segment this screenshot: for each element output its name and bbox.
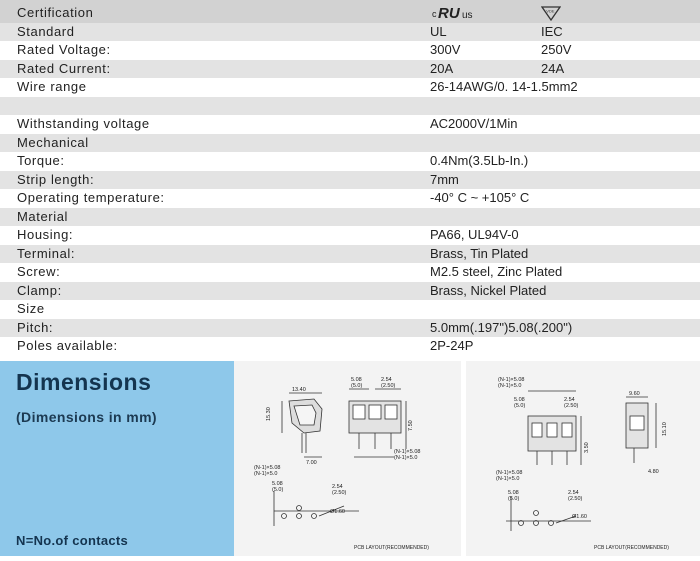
spec-value-primary: 2P-24P (430, 338, 474, 353)
dim-5-08-b: 5.08 (272, 481, 283, 487)
dim-5-08-a: 5.08 (351, 377, 362, 383)
spec-value-primary: AC2000V/1Min (430, 116, 518, 131)
dim-hole-diameter-right: Ø1.60 (572, 514, 587, 520)
dim-13-40: 13.40 (292, 387, 306, 393)
dim-n1-508-b: (N-1)×5.08 (254, 465, 281, 471)
dim-2-54-c: 2.54 (564, 397, 575, 403)
spec-value-primary: -40° C ~ +105° C (430, 190, 530, 205)
spec-label: Certification (17, 5, 94, 20)
spec-label: Mechanical (17, 134, 89, 150)
vde-logo (541, 5, 561, 21)
dim-5-0-b: (5.0) (272, 487, 284, 493)
spec-label: Size (17, 301, 45, 316)
spec-label: Pitch: (17, 319, 54, 335)
spec-label: Operating temperature: (17, 190, 165, 205)
spec-value-primary: UL (430, 23, 447, 39)
spec-row (0, 208, 700, 226)
spec-label: Rated Current: (17, 60, 111, 76)
spec-value-primary: 7mm (430, 171, 459, 187)
dim-2-50-a: (2.50) (381, 383, 396, 389)
spec-row (0, 245, 700, 263)
spec-row (0, 300, 700, 318)
svg-text:us: us (462, 10, 473, 21)
spec-row (0, 171, 700, 189)
spec-row (0, 134, 700, 152)
dim-15-10: 15.10 (662, 422, 668, 436)
spec-row (0, 41, 700, 59)
spec-row (0, 97, 700, 115)
dim-5-08-d: 5.08 (508, 490, 519, 496)
dim-n1-50-c: (N-1)×5.0 (498, 383, 522, 389)
spec-value-primary: 5.0mm(.197")5.08(.200") (430, 319, 573, 335)
dim-2-54-a: 2.54 (381, 377, 392, 383)
spec-row (0, 23, 700, 41)
drawing-right-svg (466, 361, 700, 556)
spec-label: Housing: (17, 227, 74, 242)
dim-2-54-b: 2.54 (332, 484, 343, 490)
dim-5-08-c: 5.08 (514, 397, 525, 403)
spec-row (0, 282, 700, 300)
dim-4-80: 4.80 (648, 469, 659, 475)
dim-5-0-d: (5.0) (508, 496, 520, 502)
dim-15-30: 15.30 (266, 407, 272, 421)
dim-5-0-c: (5.0) (514, 403, 526, 409)
pcb-layout-caption-right: PCB LAYOUT(RECOMMENDED) (594, 545, 669, 551)
spec-value-primary: 300V (430, 42, 461, 57)
spec-value-primary: 26-14AWG/0. 14-1.5mm2 (430, 79, 578, 94)
spec-label: Clamp: (17, 282, 62, 298)
technical-drawing-right (466, 361, 700, 556)
spec-value-secondary: 24A (541, 60, 565, 76)
spec-label: Rated Voltage: (17, 42, 111, 57)
dim-9-60: 9.60 (629, 391, 640, 397)
spec-label: Poles available: (17, 338, 118, 353)
dim-5-0-a: (5.0) (351, 383, 363, 389)
dim-n1-508-c: (N-1)×5.08 (498, 377, 525, 383)
spec-label: Wire range (17, 79, 87, 94)
spec-value-primary: PA66, UL94V-0 (430, 227, 519, 242)
spec-row (0, 152, 700, 170)
spec-value-primary: Brass, Tin Plated (430, 245, 529, 261)
dim-3-50: 3.50 (584, 442, 590, 453)
svg-text:RU: RU (438, 5, 460, 21)
dim-2-50-c: (2.50) (564, 403, 579, 409)
dim-7-50: 7.50 (408, 420, 414, 431)
spec-row (0, 4, 700, 22)
spec-label: Screw: (17, 264, 61, 279)
dim-2-54-d: 2.54 (568, 490, 579, 496)
dimensions-subtitle: (Dimensions in mm) (16, 409, 157, 425)
spec-label: Strip length: (17, 171, 95, 187)
dim-n1-50-d: (N-1)×5.0 (496, 476, 520, 482)
spec-label: Torque: (17, 153, 65, 168)
spec-row (0, 115, 700, 133)
dim-2-50-d: (2.50) (568, 496, 583, 502)
ul-logo (432, 3, 478, 21)
spec-row (0, 337, 700, 355)
spec-value-secondary: 250V (541, 42, 572, 57)
contacts-note: N=No.of contacts (16, 533, 129, 548)
spec-label: Material (17, 208, 69, 224)
spec-label: Withstanding voltage (17, 116, 150, 131)
spec-value-primary: M2.5 steel, Zinc Plated (430, 264, 563, 279)
spec-value-primary: 20A (430, 60, 454, 76)
dim-n1-50-b: (N-1)×5.0 (254, 471, 278, 477)
spec-row (0, 319, 700, 337)
dim-hole-diameter: Ø1.60 (330, 509, 345, 515)
spec-label: Terminal: (17, 245, 76, 261)
dim-n1-508-d: (N-1)×5.08 (496, 470, 523, 476)
drawing-left-svg (234, 361, 461, 556)
dim-2-50-b: (2.50) (332, 490, 347, 496)
pcb-layout-caption-left: PCB LAYOUT(RECOMMENDED) (354, 545, 429, 551)
spec-row (0, 226, 700, 244)
svg-text:VDE: VDE (546, 8, 555, 14)
dimensions-title: Dimensions (16, 369, 152, 395)
spec-value-secondary: IEC (541, 23, 563, 39)
svg-text:c: c (432, 9, 437, 19)
dimensions-panel (0, 361, 234, 556)
spec-label: Standard (17, 23, 75, 39)
dim-7-00: 7.00 (306, 460, 317, 466)
spec-value-primary: 0.4Nm(3.5Lb-In.) (430, 153, 529, 168)
spec-row (0, 60, 700, 78)
dim-n1-508-a: (N-1)×5.08 (394, 449, 421, 455)
technical-drawing-left (234, 361, 461, 556)
spec-value-primary: Brass, Nickel Plated (430, 282, 547, 298)
spec-row (0, 263, 700, 281)
spec-row (0, 78, 700, 96)
spec-row (0, 189, 700, 207)
dim-n1-50-a: (N-1)×5.0 (394, 455, 418, 461)
